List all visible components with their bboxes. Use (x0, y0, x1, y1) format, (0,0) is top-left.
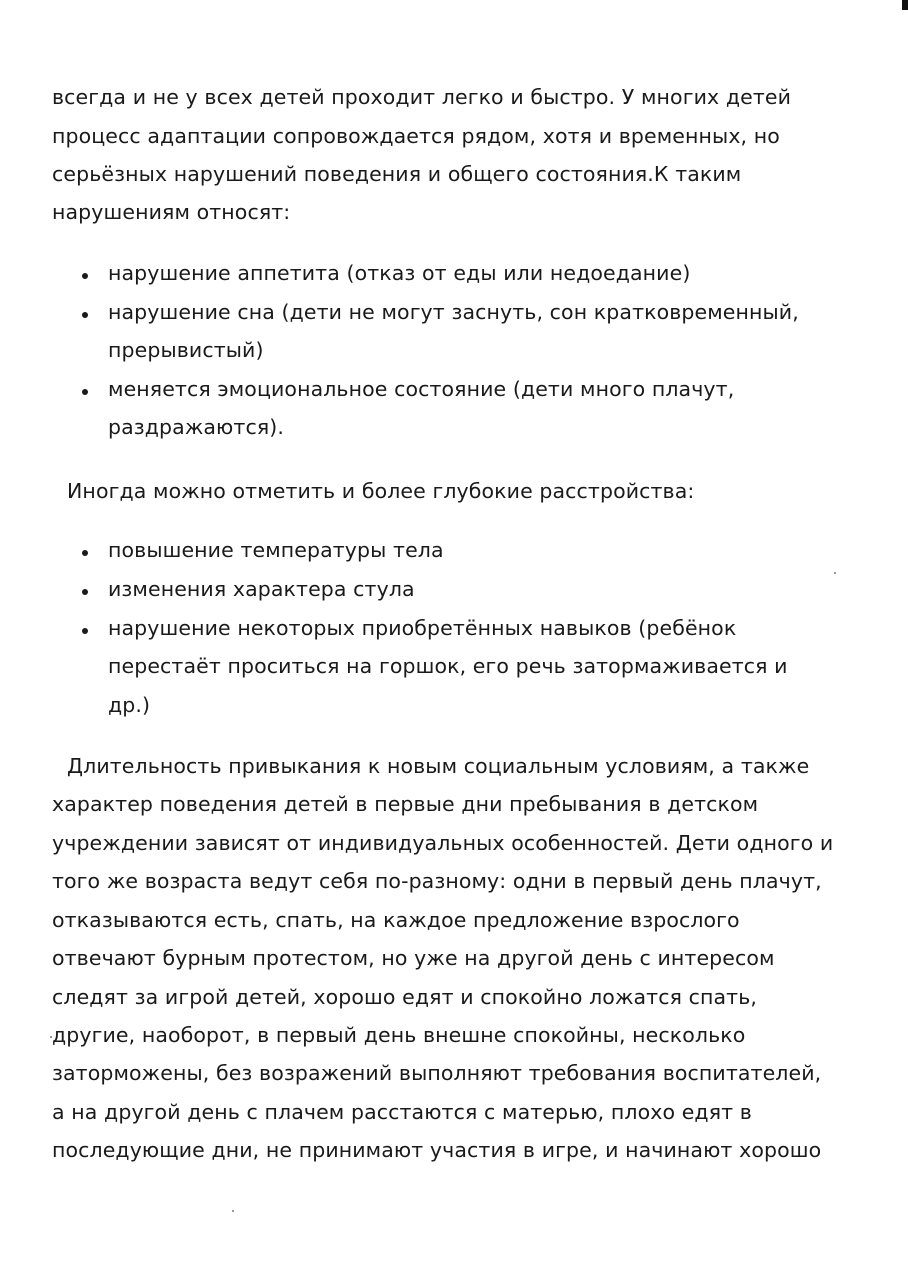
list-1-item-1-line-1: нарушение аппетита (отказ от еды или недоедание) (108, 261, 691, 285)
list-2-item-2-line-1: изменения характера стула (108, 577, 415, 601)
paragraph-3-line-7: следят за игрой детей, хорошо едят и спокойно ложатся спать, (52, 985, 758, 1009)
paragraph-3-line-11: последующие дни, не принимают участия в игре, и начинают хорошо (52, 1138, 822, 1162)
list-2-item-1-line-1: повышение температуры тела (108, 538, 444, 562)
list-2-item-3-line-1: нарушение некоторых приобретённых навыков (ребёнок (108, 616, 737, 640)
paragraph-1-line-2: процесс адаптации сопровождается рядом, хотя и временных, но (52, 124, 780, 148)
paragraph-3-line-2: характер поведения детей в первые дни пребывания в детском (52, 792, 759, 816)
intro-2: Иногда можно отметить и более глубокие расстройства: (67, 479, 695, 503)
bullet-dot (82, 273, 88, 279)
bullet-dot (82, 312, 88, 318)
paragraph-3-line-1: Длительность привыкания к новым социальным условиям, а также (67, 754, 810, 778)
list-1-item-2-line-2: прерывистый) (108, 338, 264, 362)
paragraph-3-line-9: заторможены, без возражений выполняют требования воспитателей, (52, 1061, 822, 1085)
paragraph-3-line-3: учреждении зависят от индивидуальных особенностей. Дети одного и (52, 831, 834, 855)
paragraph-1-line-4: нарушениям относят: (52, 200, 291, 224)
paragraph-3-line-4: того же возраста ведут себя по-разному: одни в первый день плачут, (52, 869, 822, 893)
scan-speck (50, 1036, 52, 1038)
paragraph-1-line-1: всегда и не у всех детей проходит легко и быстро. У многих детей (52, 85, 792, 109)
bullet-dot (82, 550, 88, 556)
paragraph-3-line-5: отказываются есть, спать, на каждое предложение взрослого (52, 908, 740, 932)
paragraph-1-line-3: серьёзных нарушений поведения и общего состояния.К таким (52, 162, 742, 186)
paragraph-3-line-10: а на другой день с плачем расстаются с матерью, плохо едят в (52, 1100, 752, 1124)
list-2-item-3-line-3: др.) (108, 693, 151, 717)
list-1-item-3-line-1: меняется эмоциональное состояние (дети много плачут, (108, 377, 735, 401)
scan-speck (834, 572, 836, 574)
paragraph-3-line-6: отвечают бурным протестом, но уже на другой день с интересом (52, 946, 775, 970)
scan-speck (232, 1210, 234, 1212)
paragraph-3-line-8: другие, наоборот, в первый день внешне спокойны, несколько (52, 1023, 746, 1047)
scan-corner-mark (902, 0, 908, 10)
bullet-dot (82, 589, 88, 595)
list-1-item-2-line-1: нарушение сна (дети не могут заснуть, сон кратковременный, (108, 300, 799, 324)
bullet-dot (82, 628, 88, 634)
list-1-item-3-line-2: раздражаются). (108, 415, 284, 439)
list-2-item-3-line-2: перестаёт проситься на горшок, его речь затормаживается и (108, 654, 788, 678)
bullet-dot (82, 389, 88, 395)
